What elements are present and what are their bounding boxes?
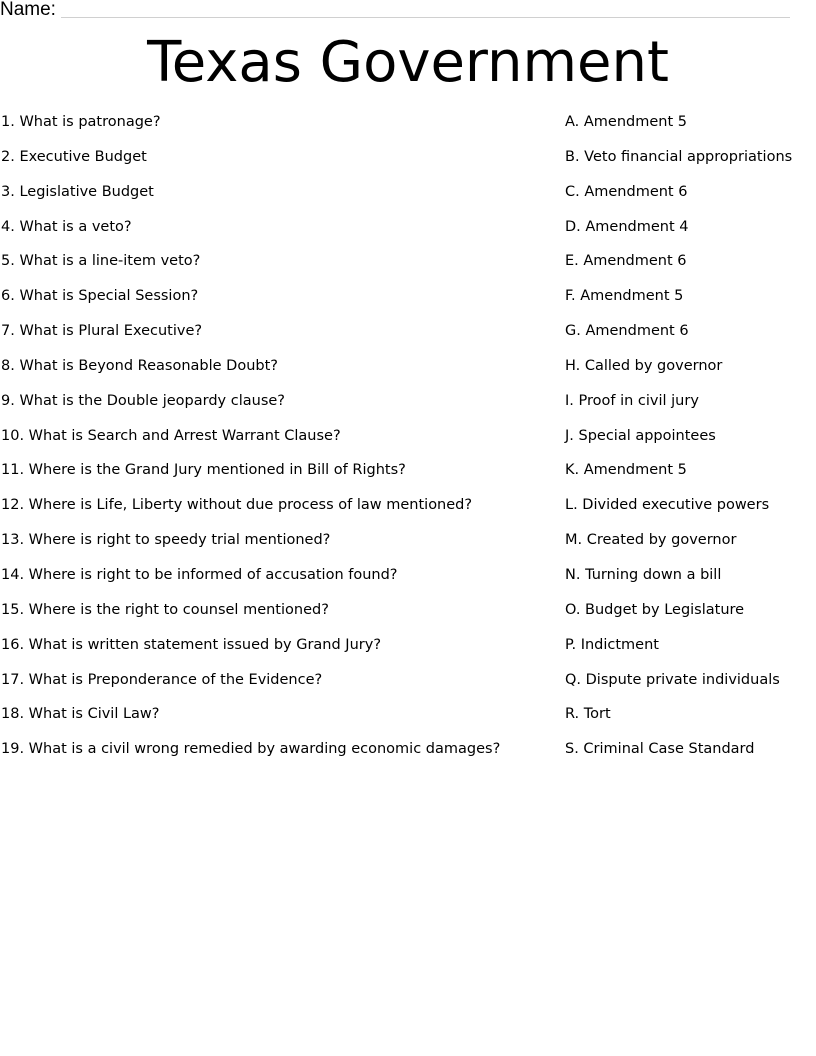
answer-item: C. Amendment 6: [565, 183, 688, 200]
question-item: 1. What is patronage?: [1, 114, 161, 130]
page-title: Texas Government: [147, 30, 669, 95]
answer-item: J. Special appointees: [565, 427, 716, 444]
answer-item: N. Turning down a bill: [565, 566, 722, 583]
question-list: [1, 111, 551, 773]
question-item: 5. What is a line-item veto?: [1, 253, 201, 270]
answer-item: H. Called by governor: [565, 357, 723, 374]
answer-item: D. Amendment 4: [565, 218, 689, 235]
question-item: 12. Where is Life, Liberty without due process of law mentioned?: [1, 497, 473, 514]
question-item: 10. What is Search and Arrest Warrant Clause?: [1, 427, 341, 444]
answer-item: G. Amendment 6: [565, 323, 689, 340]
question-item: 9. What is the Double jeopardy clause?: [1, 392, 285, 409]
question-item: 14. Where is right to be informed of accusation found?: [1, 566, 398, 583]
question-item: 8. What is Beyond Reasonable Doubt?: [1, 357, 278, 374]
answer-item: Q. Dispute private individuals: [565, 671, 780, 688]
answer-item: E. Amendment 6: [565, 253, 687, 270]
question-item: 18. What is Civil Law?: [1, 706, 160, 723]
question-item: 16. What is written statement issued by Grand Jury?: [1, 636, 382, 653]
answer-item: M. Created by governor: [565, 532, 737, 549]
question-item: 15. Where is the right to counsel mentioned?: [1, 601, 329, 618]
name-field-row: [0, 0, 790, 20]
question-item: 6. What is Special Session?: [1, 288, 199, 305]
answer-item: L. Divided executive powers: [565, 497, 770, 514]
question-item: 19. What is a civil wrong remedied by awarding economic damages?: [1, 741, 501, 758]
answer-item: P. Indictment: [565, 636, 659, 653]
answer-item: I. Proof in civil jury: [565, 392, 699, 409]
name-line[interactable]: [61, 17, 790, 18]
answer-item: B. Veto financial appropriations: [565, 148, 793, 165]
answer-item: F. Amendment 5: [565, 288, 684, 305]
answer-list: [565, 111, 813, 773]
answer-item: S. Criminal Case Standard: [565, 741, 755, 758]
answer-item: A. Amendment 5: [565, 114, 687, 130]
question-item: 11. Where is the Grand Jury mentioned in Bill of Rights?: [1, 462, 406, 479]
answer-item: K. Amendment 5: [565, 462, 687, 479]
question-item: 7. What is Plural Executive?: [1, 323, 203, 340]
question-item: 4. What is a veto?: [1, 218, 132, 235]
question-item: 2. Executive Budget: [1, 148, 147, 165]
question-item: 17. What is Preponderance of the Evidence?: [1, 671, 323, 688]
name-label: Name:: [0, 0, 56, 20]
answer-item: O. Budget by Legislature: [565, 601, 745, 618]
question-item: 3. Legislative Budget: [1, 183, 154, 200]
answer-item: R. Tort: [565, 706, 611, 723]
question-item: 13. Where is right to speedy trial mentioned?: [1, 532, 331, 549]
